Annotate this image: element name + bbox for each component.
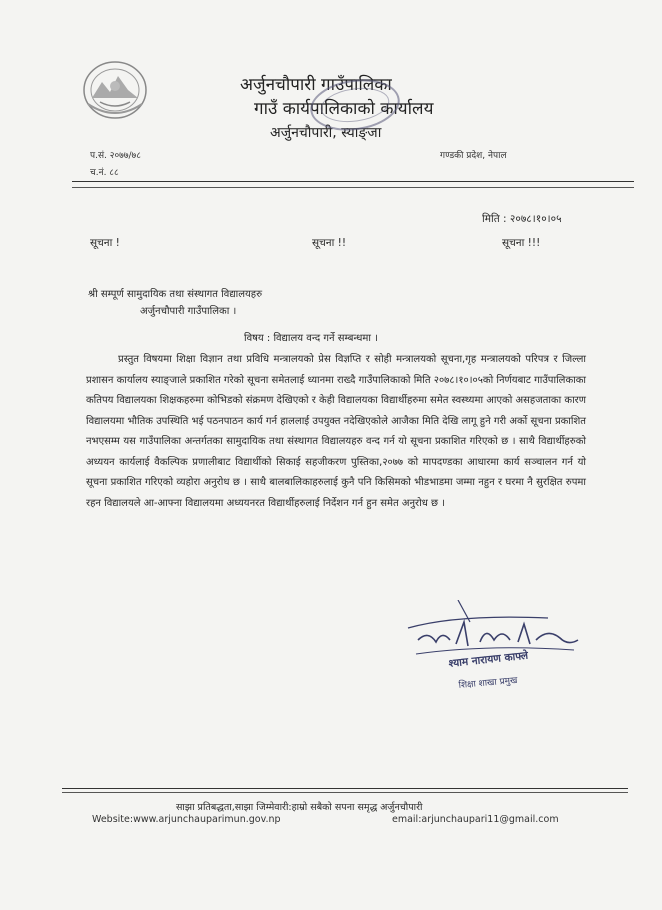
subject-line: विषय : विद्यालय वन्द गर्ने सम्बन्धमा । [244,333,378,344]
footer-divider-thin [62,792,628,793]
body-paragraph: प्रस्तुत विषयमा शिक्षा विज्ञान तथा प्रविधि मन्त्रालयको प्रेस विज्ञप्ति र सोही मन्त्रालयको सूचना,गृह मन्त्रालयको परिपत्र र जिल्ला प्रशासन कार्यालय स्याङ्जाले प्रकाशित गरेको सूचना समेतलाई ध्यानमा राख्दै गाउँपालिकाको मिति २०७८।१०।०५को निर्णयबाट गाउँपालिकाका कतिपय विद्यालयका शिक्षकहरुमा कोभिडको संक्रमण देखिएको र केही विद्यालयका विद्यार्थीहरुमा समेत स्वस्थ्यमा आएको असहजताका कारण विद्यालयमा भौतिक उपस्थिति भई पठनपाठन कार्य गर्न हाललाई उपयुक्त नदेखिएकोले आजैका मिति देखि लागू हुने गरी अर्को सूचना प्रकाशित नभएसम्म यस गाउँपालिका अन्तर्गतका सामुदायिक तथा संस्थागत विद्यालयहरु वन्द गर्न यो सूचना प्रकाशित गरिएको छ । साथै विद्यार्थीहरुको अध्ययन कार्यलाई वैकल्पिक प्रणालीबाट विद्यार्थीको सिकाई सहजीकरण पुस्तिका,२०७७ को मापदण्डका आधारमा कार्य सञ्चालन गर्न यो सूचना प्रकाशित गरिएको व्यहोरा अनुरोध छ । साथै बालबालिकाहरुलाई कुनै पनि किसिमको भीडभाडमा जम्मा नहुन र घरमा नै सुरक्षित रुपमा रहन विद्यालयले आ-आफ्ना विद्यालयमा अध्ययनरत विद्यार्थीहरुलाई निर्देशन गर्न हुन समेत अनुरोध छ । [86,354,586,509]
notice-heading-2: सूचना !! [312,237,347,249]
office-name: अर्जुनचौपारी गाउँपालिका [240,75,392,95]
office-subtitle: गाउँ कार्यपालिकाको कार्यालय [254,99,434,119]
nepal-emblem-icon [80,58,150,122]
office-stamp [300,70,410,140]
email-link[interactable]: email:arjunchaupari11@gmail.com [392,814,559,825]
dispatch-number: च.नं. ८८ [90,168,119,178]
header-divider-thin [72,187,634,188]
signatory-name: श्याम नारायण काफ्ले [448,649,529,670]
addressee-line-2: अर्जुनचौपारी गाउँपालिका । [140,306,237,317]
website-link[interactable]: Website:www.arjunchauparimun.gov.np [92,814,281,825]
office-place: अर्जुनचौपारी, स्याङ्जा [270,125,382,141]
footer-slogan: साझा प्रतिबद्धता,साझा जिम्मेवारी:हाम्रो सबैको सपना समृद्ध अर्जुनचौपारी [176,802,423,813]
signatory-title: शिक्षा शाखा प्रमुख [458,675,518,691]
footer-divider [62,788,628,789]
document-date: मिति : २०७८।१०।०५ [482,213,562,225]
header-divider [72,181,634,182]
notice-heading-1: सूचना ! [90,237,120,249]
addressee-line-1: श्री सम्पूर्ण सामुदायिक तथा संस्थागत विद्यालयहरु [88,289,263,300]
province-label: गण्डकी प्रदेश, नेपाल [440,151,507,161]
notice-heading-3: सूचना !!! [502,237,541,249]
reference-number: प.सं. २०७७/७८ [90,151,141,161]
